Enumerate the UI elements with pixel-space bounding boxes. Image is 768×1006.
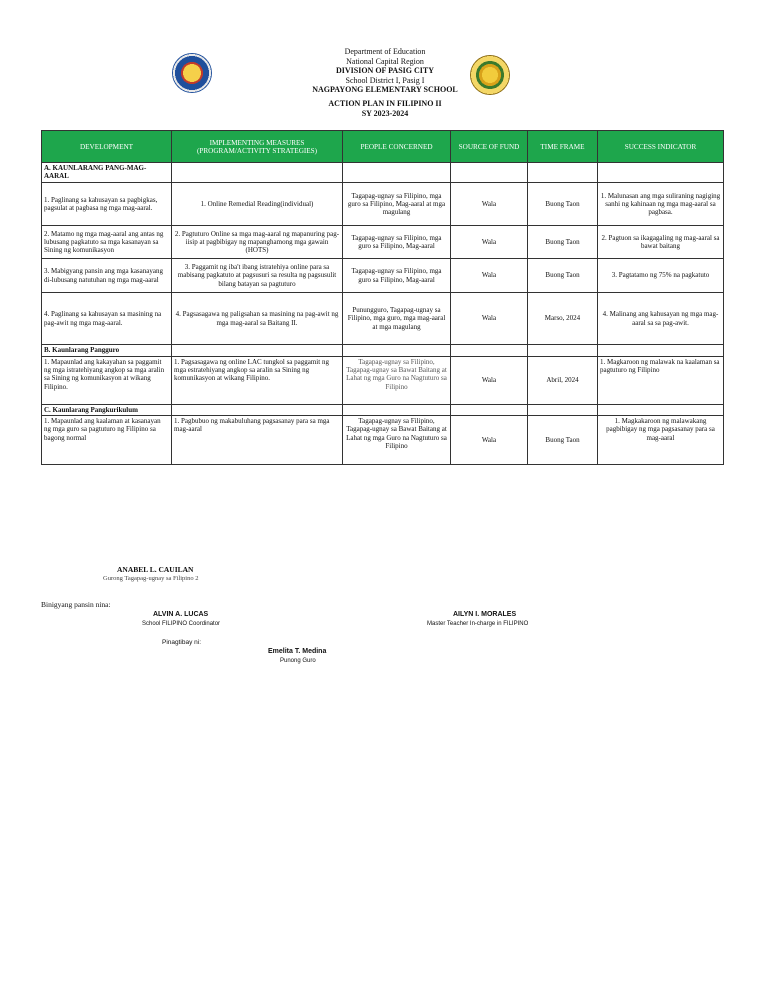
cell-indicator: 3. Pagtatamo ng 75% na pagkatuto <box>598 259 724 293</box>
cell-time: Buong Taon <box>528 226 598 259</box>
header-line-division: DIVISION OF PASIG CITY <box>335 66 434 76</box>
document-header <box>260 47 510 118</box>
cell-people: Punungguro, Tagapag-ugnay sa Filipino, mga guro, mga mag-aaral at mga magulang <box>343 293 451 345</box>
cell-people: Tagapag-ugnay sa Filipino, mga guro sa Filipino, Mag-aaral <box>343 259 451 293</box>
cell-measures: 3. Paggamit ng iba't ibang istratehiya online para sa mabisang pagkatuto at pagsusuri sa resulta ng pagsusulit bilang batayan sa pagtuturo <box>172 259 343 293</box>
cell-development: 1. Paglinang sa kahusayan sa pagbigkas, pagsulat at pagbasa ng mga mag-aaral. <box>42 183 172 226</box>
col-time-frame: TIME FRAME <box>528 131 598 163</box>
cell-time: Abril, 2024 <box>528 357 598 405</box>
cell-people: Tagapag-ugnay sa Filipino, Tagapag-ugnay sa Bawat Baitang at Lahat ng mga Guro na Nagtuturo sa Filipino <box>343 416 451 465</box>
cell-measures: 1. Online Remedial Reading(individual) <box>172 183 343 226</box>
cell-indicator: 1. Magkaroon ng malawak na kaalaman sa pagtuturo ng Filipino <box>598 357 724 405</box>
cell-measures: 2. Pagtuturo Online sa mga mag-aaral ng mapanuring pag-iisip at pagbibigay ng mapanghamong mga gawain (HOTS) <box>172 226 343 259</box>
cell-indicator: 2. Pagtuon sa ikagagaling ng mag-aaral sa bawat baitang <box>598 226 724 259</box>
cell-time: Marso, 2024 <box>528 293 598 345</box>
section-c-label: C. Kaunlarang Pangkurikulum <box>42 405 172 416</box>
cell-people: Tagapag-ugnay sa Filipino, Tagapag-ugnay sa Bawat Baitang at Lahat ng mga Guro na Nagtuturo sa Filipino <box>343 357 451 405</box>
section-a-label: A. KAUNLARANG PANG-MAG-AARAL <box>42 163 172 183</box>
header-line-region: National Capital Region <box>346 56 424 66</box>
cell-indicator: 1. Magkakaroon ng malawakang pagbibigay ng mga pagsasanay para sa mag-aaral <box>598 416 724 465</box>
cell-fund: Wala <box>451 226 528 259</box>
approver-name: Emelita T. Medina <box>268 648 327 655</box>
cell-development: 3. Mabigyang pansin ang mga kasanayang di-lubusang natutuhan ng mga mag-aaral <box>42 259 172 293</box>
cell-people: Tagapag-ugnay sa Filipino, mga guro sa Filipino, Mag-aaral <box>343 226 451 259</box>
noted-label: Binigyang pansin nina: <box>41 600 111 609</box>
table-row <box>42 293 724 345</box>
preparer-name: ANABEL L. CAUILAN <box>117 565 194 574</box>
preparer-role: Gurong Tagapag-ugnay sa Filipino 2 <box>103 575 199 582</box>
action-plan-table <box>41 130 724 465</box>
cell-fund: Wala <box>451 183 528 226</box>
header-line-school: NAGPAYONG ELEMENTARY SCHOOL <box>312 85 458 95</box>
header-line-district: School District I, Pasig I <box>345 75 425 85</box>
col-source-of-fund: SOURCE OF FUND <box>451 131 528 163</box>
table-row <box>42 226 724 259</box>
cell-fund: Wala <box>451 293 528 345</box>
cell-people: Tagapag-ugnay sa Filipino, mga guro sa Filipino, Mag-aaral at mga magulang <box>343 183 451 226</box>
col-development: DEVELOPMENT <box>42 131 172 163</box>
cell-development: 1. Mapaunlad ang kaalaman at kasanayan ng mga guro sa pagtuturo ng Filipino sa bagong normal <box>42 416 172 465</box>
cell-indicator: 4. Malinang ang kahusayan ng mga mag-aaral sa sa pag-awit. <box>598 293 724 345</box>
cell-fund: Wala <box>451 259 528 293</box>
col-implementing-measures: IMPLEMENTING MEASURES (PROGRAM/ACTIVITY STRATEGIES) <box>172 131 343 163</box>
cell-fund: Wala <box>451 357 528 405</box>
school-year: SY 2023-2024 <box>361 108 409 118</box>
cell-time: Buong Taon <box>528 259 598 293</box>
section-row <box>42 163 724 183</box>
header-line-deped: Department of Education <box>344 47 426 56</box>
noted1-role: School FILIPINO Coordinator <box>142 621 221 627</box>
cell-development: 2. Matamo ng mga mag-aaral ang antas ng lubusang pagkatuto sa mga kasanayan sa Sining ng komunikasyon <box>42 226 172 259</box>
table-row <box>42 416 724 465</box>
cell-indicator: 1. Malunasan ang mga suliraning nagiging sanhi ng kahinaan ng mga mag-aaral sa pagbasa. <box>598 183 724 226</box>
cell-fund: Wala <box>451 416 528 465</box>
cell-time: Buong Taon <box>528 183 598 226</box>
table-row <box>42 183 724 226</box>
section-b-label: B. Kaunlarang Pangguro <box>42 345 172 357</box>
approved-label: Pinagtibay ni: <box>162 639 202 646</box>
cell-time: Buong Taon <box>528 416 598 465</box>
noted1-name: ALVIN A. LUCAS <box>153 611 209 618</box>
col-people-concerned: PEOPLE CONCERNED <box>343 131 451 163</box>
noted2-role: Master Teacher In-charge in FILIPINO <box>427 621 529 627</box>
cell-measures: 1. Pagbubuo ng makabuluhang pagsasanay para sa mga mag-aaral <box>172 416 343 465</box>
col-success-indicator: SUCCESS INDICATOR <box>598 131 724 163</box>
cell-development: 1. Mapaunlad ang kakayahan sa paggamit ng mga istratehiyang angkop sa mga aralin sa Sining ng komunikasyon at wikang Filipino. <box>42 357 172 405</box>
division-seal-logo <box>172 53 212 93</box>
noted2-name: AILYN I. MORALES <box>453 611 517 618</box>
table-row <box>42 259 724 293</box>
section-row <box>42 345 724 357</box>
cell-measures: 1. Pagsasagawa ng online LAC tungkol sa paggamit ng mga estratehiyang angkop sa aralin sa Sining ng komunikasyon at wikang Filipino. <box>172 357 343 405</box>
cell-development: 4. Paglinang sa kahusayan sa masining na pag-awit ng mga mag-aaral. <box>42 293 172 345</box>
document-title: ACTION PLAN IN FILIPINO II <box>328 98 442 108</box>
table-row <box>42 357 724 405</box>
approver-role: Punong Guro <box>280 658 316 664</box>
table-header-row <box>42 131 724 163</box>
cell-measures: 4. Pagsasagawa ng paligsahan sa masining na pag-awit ng mga mag-aaral sa Baitang II. <box>172 293 343 345</box>
section-row <box>42 405 724 416</box>
